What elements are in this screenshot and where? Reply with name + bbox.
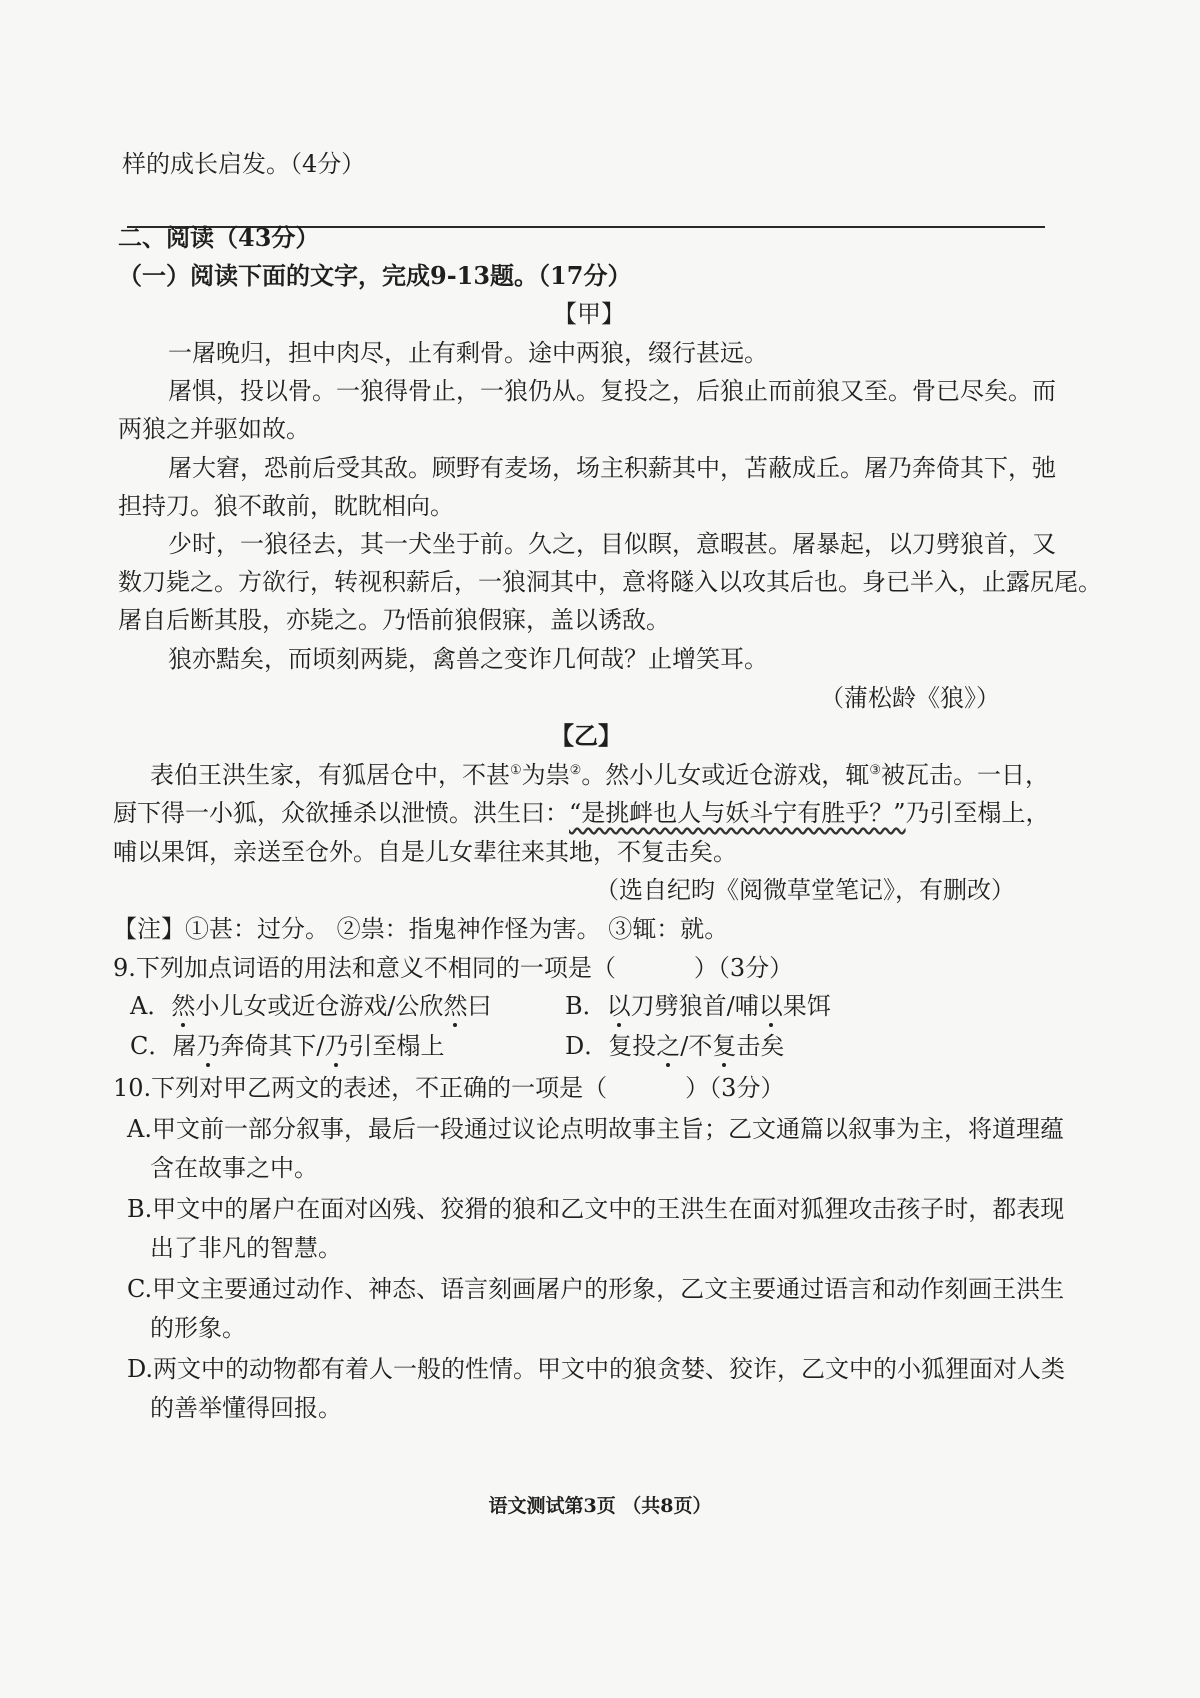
passage-a-line: 担持刀。狼不敢前，眈眈相向。 <box>118 492 454 520</box>
passage-a-label: 【甲】 <box>553 300 625 328</box>
passage-a-line: 少时，一狼径去，其一犬坐于前。久之，目似瞑，意暇甚。屠暴起，以刀劈狼首，又 <box>168 530 1056 558</box>
annotation-notes: 【注】①甚：过分。 ②祟：指鬼神作怪为害。 ③辄：就。 <box>113 915 729 943</box>
question-10-stem <box>113 1076 784 1100</box>
wavy-underlined-quote: “是挑衅也人与妖斗宁有胜乎？” <box>569 799 906 827</box>
option-text: 引至榻上 <box>348 1032 445 1060</box>
question-9-stem <box>113 956 793 980</box>
passage-b-text: 。然小儿女或近仓游戏，辄 <box>581 761 870 789</box>
passage-b-label: 【乙】 <box>550 721 622 750</box>
passage-b-line-2 <box>113 801 1050 825</box>
q10-option-d-line-2: 的善举懂得回报。 <box>150 1394 342 1422</box>
option-text: 果饵 <box>782 992 831 1020</box>
passage-a-source: （蒲松龄《狼》） <box>820 684 1000 712</box>
option-text: 奔倚其下/ <box>220 1032 325 1060</box>
dotted-word: 之 <box>656 1032 681 1060</box>
option-letter: B． <box>565 992 607 1020</box>
passage-b-text: 被瓦击。一日， <box>880 761 1049 789</box>
q9-option-c[interactable] <box>130 1034 444 1058</box>
option-letter: D． <box>565 1032 609 1060</box>
option-text: 小儿女或近仓游戏/公欣 <box>195 992 444 1020</box>
option-letter: C． <box>130 1032 173 1060</box>
q9-option-a[interactable] <box>130 994 491 1018</box>
question-9-score: ）（3分） <box>693 954 794 982</box>
dotted-word: 乃 <box>196 1032 221 1060</box>
question-10-text: 10.下列对甲乙两文的表述，不正确的一项是（ <box>113 1074 608 1102</box>
dotted-word: 乃 <box>324 1032 349 1060</box>
option-text: 屠 <box>172 1032 197 1060</box>
dotted-word: 然 <box>443 992 468 1020</box>
option-text: 曰 <box>467 992 492 1020</box>
passage-a-line: 狼亦黠矣，而顷刻两毙，禽兽之变诈几何哉？止增笑耳。 <box>168 645 768 673</box>
dotted-word: 然 <box>171 992 196 1020</box>
option-text: 击矣 <box>736 1032 785 1060</box>
passage-b-text: 厨下得一小狐，众欲捶杀以泄愤。洪生曰： <box>113 799 569 827</box>
q10-option-d-line-1[interactable]: D.两文中的动物都有着人一般的性情。甲文中的狼贪婪、狡诈，乙文中的小狐狸面对人类 <box>127 1355 1066 1383</box>
dotted-word: 以 <box>606 992 631 1020</box>
question-9-text: 9.下列加点词语的用法和意义不相同的一项是（ <box>113 954 616 982</box>
passage-a-line: 屠大窘，恐前后受其敌。顾野有麦场，场主积薪其中，苫蔽成丘。屠乃奔倚其下，弛 <box>168 454 1056 482</box>
option-text: 刀劈狼首/哺 <box>630 992 759 1020</box>
passage-b-line-1 <box>150 763 1049 787</box>
q10-option-a-line-1[interactable]: A.甲文前一部分叙事，最后一段通过议论点明故事主旨；乙文通篇以叙事为主，将道理蕴 <box>127 1115 1064 1143</box>
passage-b-text: 为祟 <box>521 761 570 789</box>
passage-b-text: 乃引至榻上， <box>905 799 1050 827</box>
footnote-mark: ② <box>569 763 582 778</box>
section-title: 二、阅读（43分） <box>118 223 320 252</box>
passage-b-source: （选自纪昀《阅微草堂笔记》，有删改） <box>595 876 1015 904</box>
q10-option-a-line-2: 含在故事之中。 <box>150 1154 318 1182</box>
footnote-mark: ③ <box>869 763 881 778</box>
q10-option-b-line-1[interactable]: B.甲文中的屠户在面对凶残、狡猾的狼和乙文中的王洪生在面对狐狸攻击孩子时，都表现 <box>127 1195 1065 1223</box>
previous-question-fragment: 样的成长启发。（4分） <box>122 150 366 178</box>
passage-b-line-3: 哺以果饵，亲送至仓外。自是儿女辈往来其地，不复击矣。 <box>113 838 737 866</box>
option-letter: A． <box>130 992 172 1020</box>
q10-option-c-line-1[interactable]: C.甲文主要通过动作、神态、语言刻画屠户的形象，乙文主要通过语言和动作刻画王洪生 <box>127 1275 1065 1303</box>
q9-option-d[interactable] <box>565 1034 784 1058</box>
page-footer: 语文测试第3页 （共8页） <box>488 1495 712 1517</box>
q9-option-b[interactable] <box>565 994 831 1018</box>
passage-a-line: 两狼之并驱如故。 <box>118 415 310 443</box>
dotted-word: 以 <box>758 992 783 1020</box>
question-10-score: ）（3分） <box>685 1074 785 1102</box>
dotted-word: 复 <box>712 1032 737 1060</box>
passage-a-line: 一屠晚归，担中肉尽，止有剩骨。途中两狼，缀行甚远。 <box>168 339 768 367</box>
passage-b-text: 表伯王洪生家，有狐居仓中，不甚 <box>150 761 510 789</box>
footnote-mark: ① <box>510 763 522 778</box>
option-text: /不 <box>680 1032 713 1060</box>
q10-option-c-line-2: 的形象。 <box>150 1314 246 1342</box>
sub-section-title: （一）阅读下面的文字，完成9-13题。（17分） <box>118 261 632 290</box>
passage-a-line: 数刀毙之。方欲行，转视积薪后，一狼洞其中，意将隧入以攻其后也。身已半入，止露尻尾。 <box>118 568 1102 596</box>
option-text: 复投 <box>608 1032 657 1060</box>
passage-a-line: 屠惧，投以骨。一狼得骨止，一狼仍从。复投之，后狼止而前狼又至。骨已尽矣。而 <box>168 377 1056 405</box>
q10-option-b-line-2: 出了非凡的智慧。 <box>150 1234 342 1262</box>
passage-a-line: 屠自后断其股，亦毙之。乃悟前狼假寐，盖以诱敌。 <box>118 606 670 634</box>
